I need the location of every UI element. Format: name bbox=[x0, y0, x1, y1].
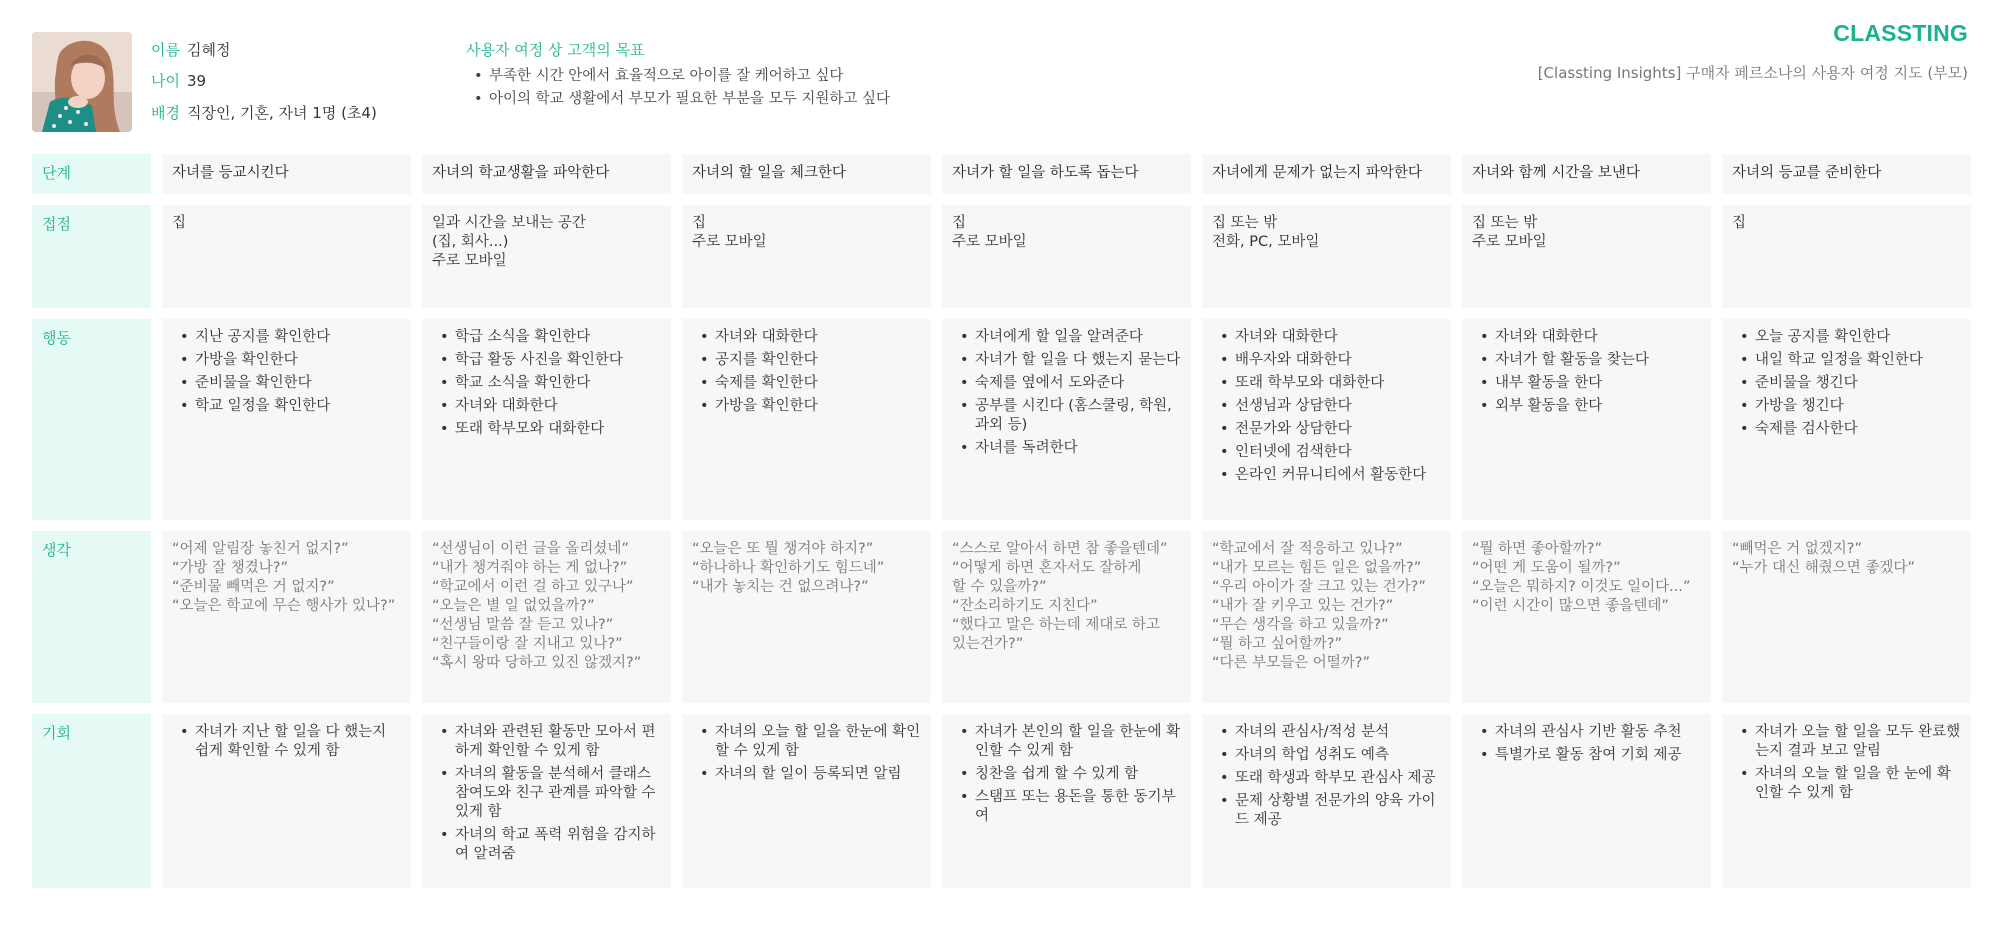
opportunity-list bbox=[692, 723, 921, 784]
thought-line: “학교에서 이런 걸 하고 있구나” bbox=[432, 579, 634, 595]
opportunity-cell bbox=[682, 714, 931, 888]
thought-cell bbox=[942, 531, 1191, 703]
opportunity-list bbox=[172, 723, 401, 761]
persona-card bbox=[32, 32, 432, 132]
action-item: • 또래 학부모와 대화한다 bbox=[1212, 374, 1441, 393]
opportunity-list bbox=[1732, 723, 1961, 803]
row-header-action: 행동 bbox=[32, 319, 151, 520]
touchpoint-line: 집 bbox=[692, 215, 707, 231]
action-item: • 숙제를 옆에서 도와준다 bbox=[952, 374, 1181, 393]
persona-age-row bbox=[151, 71, 206, 91]
opportunity-item: • 자녀의 오늘 할 일을 한 눈에 확인할 수 있게 함 bbox=[1732, 765, 1961, 803]
thought-line: “오늘은 학교에 무슨 행사가 있나?” bbox=[172, 598, 396, 614]
stage-cell: 자녀의 할 일을 체크한다 bbox=[682, 154, 931, 194]
action-item: • 외부 활동을 한다 bbox=[1472, 397, 1701, 416]
action-list bbox=[1212, 328, 1441, 485]
opportunity-item: • 자녀의 학교 폭력 위험을 감지하여 알려줌 bbox=[432, 826, 661, 864]
action-item: • 가방을 확인한다 bbox=[692, 397, 921, 416]
touchpoint-cell bbox=[1722, 205, 1971, 308]
action-item: • 학급 소식을 확인한다 bbox=[432, 328, 661, 347]
thought-line: “잔소리하기도 지친다” bbox=[952, 598, 1098, 614]
touchpoint-line: 집 bbox=[1732, 215, 1747, 231]
opportunity-list bbox=[432, 723, 661, 864]
opportunity-cell bbox=[162, 714, 411, 888]
touchpoint-line: 집 또는 밖 bbox=[1212, 215, 1278, 231]
action-item: • 자녀를 독려한다 bbox=[952, 439, 1181, 458]
touchpoint-cell bbox=[682, 205, 931, 308]
persona-photo-icon bbox=[32, 32, 132, 132]
thought-cell bbox=[422, 531, 671, 703]
persona-background-row bbox=[151, 103, 377, 123]
stage-cell: 자녀의 학교생활을 파악한다 bbox=[422, 154, 671, 194]
action-item: • 자녀와 대화한다 bbox=[432, 397, 661, 416]
name-label: 이름 bbox=[151, 41, 180, 59]
action-item: • 지난 공지를 확인한다 bbox=[172, 328, 401, 347]
action-item: • 오늘 공지를 확인한다 bbox=[1732, 328, 1961, 347]
thought-cell bbox=[1202, 531, 1451, 703]
thought-line: “뭘 하면 좋아할까?” bbox=[1472, 541, 1602, 557]
thought-line: “내가 놓치는 건 없으려나?” bbox=[692, 579, 869, 595]
age-label: 나이 bbox=[151, 72, 180, 90]
action-list bbox=[1472, 328, 1701, 416]
touchpoint-line: 집 bbox=[172, 215, 187, 231]
goals-title: 사용자 여정 상 고객의 목표 bbox=[466, 41, 645, 59]
thought-line: “하나하나 확인하기도 힘드네” bbox=[692, 560, 885, 576]
action-cell bbox=[1462, 319, 1711, 520]
action-cell bbox=[162, 319, 411, 520]
opportunity-item: • 자녀가 지난 할 일을 다 했는지 쉽게 확인할 수 있게 함 bbox=[172, 723, 401, 761]
action-item: • 공부를 시킨다 (홈스쿨링, 학원, 과외 등) bbox=[952, 397, 1181, 435]
opportunity-item: • 특별가로 활동 참여 기회 제공 bbox=[1472, 746, 1701, 765]
opportunity-list bbox=[1212, 723, 1441, 830]
thought-line: 있는건가?” bbox=[952, 636, 1024, 652]
opportunity-cell bbox=[1202, 714, 1451, 888]
opportunity-item: • 스탬프 또는 용돈을 통한 동기부여 bbox=[952, 788, 1181, 826]
thought-line: “이런 시간이 많으면 좋을텐데” bbox=[1472, 598, 1669, 614]
thought-line: “빼먹은 거 없겠지?” bbox=[1732, 541, 1862, 557]
thought-line: “혹시 왕따 당하고 있진 않겠지?” bbox=[432, 655, 642, 671]
action-cell bbox=[942, 319, 1191, 520]
opportunity-cell bbox=[942, 714, 1191, 888]
action-item: • 준비물을 확인한다 bbox=[172, 374, 401, 393]
action-item: • 자녀와 대화한다 bbox=[1212, 328, 1441, 347]
touchpoint-line: (집, 회사...) bbox=[432, 234, 509, 250]
opportunity-cell bbox=[1722, 714, 1971, 888]
action-item: • 숙제를 검사한다 bbox=[1732, 420, 1961, 439]
thought-line: “오늘은 또 뭘 챙겨야 하지?” bbox=[692, 541, 874, 557]
thought-line: “학교에서 잘 적응하고 있나?” bbox=[1212, 541, 1403, 557]
touchpoint-line: 주로 모바일 bbox=[432, 253, 507, 269]
action-item: • 공지를 확인한다 bbox=[692, 351, 921, 370]
thought-cell bbox=[1462, 531, 1711, 703]
stage-cell: 자녀와 함께 시간을 보낸다 bbox=[1462, 154, 1711, 194]
touchpoint-line: 주로 모바일 bbox=[1472, 234, 1547, 250]
opportunity-cell bbox=[1462, 714, 1711, 888]
touchpoint-cell bbox=[942, 205, 1191, 308]
touchpoint-line: 주로 모바일 bbox=[952, 234, 1027, 250]
action-item: • 숙제를 확인한다 bbox=[692, 374, 921, 393]
action-item: • 자녀에게 할 일을 알려준다 bbox=[952, 328, 1181, 347]
thought-line: “어떤 게 도움이 될까?” bbox=[1472, 560, 1621, 576]
page-subtitle: [Classting Insights] 구매자 페르소나의 사용자 여정 지도 (부모) bbox=[1537, 64, 1968, 82]
avatar bbox=[32, 32, 132, 132]
stage-cell: 자녀가 할 일을 하도록 돕는다 bbox=[942, 154, 1191, 194]
action-item: • 자녀와 대화한다 bbox=[692, 328, 921, 347]
action-item: • 준비물을 챙긴다 bbox=[1732, 374, 1961, 393]
touchpoint-line: 주로 모바일 bbox=[692, 234, 767, 250]
thought-cell bbox=[682, 531, 931, 703]
action-cell bbox=[422, 319, 671, 520]
thought-line: “내가 잘 키우고 있는 건가?” bbox=[1212, 598, 1394, 614]
opportunity-item: • 자녀의 학업 성취도 예측 bbox=[1212, 746, 1441, 765]
touchpoint-line: 집 bbox=[952, 215, 967, 231]
opportunity-item: • 자녀가 본인의 할 일을 한눈에 확인할 수 있게 함 bbox=[952, 723, 1181, 761]
row-header-thought: 생각 bbox=[32, 531, 151, 703]
action-item: • 학급 활동 사진을 확인한다 bbox=[432, 351, 661, 370]
action-list bbox=[692, 328, 921, 416]
action-item: • 배우자와 대화한다 bbox=[1212, 351, 1441, 370]
action-item: • 가방을 챙긴다 bbox=[1732, 397, 1961, 416]
thought-line: “준비물 빼먹은 거 없지?” bbox=[172, 579, 335, 595]
brand-logo: CLASSTING bbox=[1833, 20, 1968, 46]
action-item: • 또래 학부모와 대화한다 bbox=[432, 420, 661, 439]
thought-line: “오늘은 뭐하지? 이것도 일이다...” bbox=[1472, 579, 1691, 595]
name-value: 김혜정 bbox=[187, 41, 231, 59]
background-value: 직장인, 기혼, 자녀 1명 (초4) bbox=[187, 104, 377, 122]
touchpoint-cell bbox=[422, 205, 671, 308]
background-label: 배경 bbox=[151, 104, 180, 122]
row-header-opportunity: 기회 bbox=[32, 714, 151, 888]
action-item: • 온라인 커뮤니티에서 활동한다 bbox=[1212, 466, 1441, 485]
touchpoint-line: 집 또는 밖 bbox=[1472, 215, 1538, 231]
action-list bbox=[1732, 328, 1961, 439]
opportunity-item: • 자녀의 관심사 기반 활동 추천 bbox=[1472, 723, 1701, 742]
row-header-touchpoint: 접점 bbox=[32, 205, 151, 308]
thought-line: “오늘은 별 일 없었을까?” bbox=[432, 598, 595, 614]
thought-line: 할 수 있을까?” bbox=[952, 579, 1047, 595]
thought-line: “뭘 하고 싶어할까?” bbox=[1212, 636, 1342, 652]
opportunity-item: • 문제 상황별 전문가의 양육 가이드 제공 bbox=[1212, 792, 1441, 830]
opportunity-cell bbox=[422, 714, 671, 888]
opportunity-item: • 칭찬을 쉽게 할 수 있게 함 bbox=[952, 765, 1181, 784]
thought-line: “스스로 알아서 하면 참 좋을텐데” bbox=[952, 541, 1168, 557]
goal-item: • 아이의 학교 생활에서 부모가 필요한 부분을 모두 지원하고 싶다 bbox=[466, 88, 1166, 111]
thought-cell bbox=[1722, 531, 1971, 703]
thought-line: “가방 잘 챙겼나?” bbox=[172, 560, 288, 576]
opportunity-item: • 자녀와 관련된 활동만 모아서 편하게 확인할 수 있게 함 bbox=[432, 723, 661, 761]
action-item: • 학교 소식을 확인한다 bbox=[432, 374, 661, 393]
action-item: • 내일 학교 일정을 확인한다 bbox=[1732, 351, 1961, 370]
touchpoint-cell bbox=[1462, 205, 1711, 308]
action-list bbox=[432, 328, 661, 439]
thought-line: “어떻게 하면 혼자서도 잘하게 bbox=[952, 560, 1142, 576]
action-item: • 자녀가 할 활동을 찾는다 bbox=[1472, 351, 1701, 370]
persona-name-row bbox=[151, 40, 230, 60]
action-item: • 내부 활동을 한다 bbox=[1472, 374, 1701, 393]
customer-goals bbox=[466, 40, 1166, 111]
opportunity-item: • 자녀의 활동을 분석해서 클래스 참여도와 친구 관계를 파악할 수 있게 함 bbox=[432, 765, 661, 822]
touchpoint-line: 전화, PC, 모바일 bbox=[1212, 234, 1320, 250]
action-cell bbox=[1722, 319, 1971, 520]
action-item: • 가방을 확인한다 bbox=[172, 351, 401, 370]
thought-line: “다른 부모들은 어떨까?” bbox=[1212, 655, 1371, 671]
stage-cell: 자녀를 등교시킨다 bbox=[162, 154, 411, 194]
opportunity-list bbox=[1472, 723, 1701, 765]
thought-line: “무슨 생각을 하고 있을까?” bbox=[1212, 617, 1389, 633]
opportunity-item: • 자녀의 관심사/적성 분석 bbox=[1212, 723, 1441, 742]
action-item: • 자녀와 대화한다 bbox=[1472, 328, 1701, 347]
action-item: • 전문가와 상담한다 bbox=[1212, 420, 1441, 439]
action-item: • 학교 일정을 확인한다 bbox=[172, 397, 401, 416]
thought-line: “했다고 말은 하는데 제대로 하고 bbox=[952, 617, 1161, 633]
action-cell bbox=[1202, 319, 1451, 520]
opportunity-item: • 자녀의 할 일이 등록되면 알림 bbox=[692, 765, 921, 784]
opportunity-item: • 자녀가 오늘 할 일을 모두 완료했는지 결과 보고 알림 bbox=[1732, 723, 1961, 761]
row-header-stage: 단계 bbox=[32, 154, 151, 194]
stage-cell: 자녀에게 문제가 없는지 파악한다 bbox=[1202, 154, 1451, 194]
thought-cell bbox=[162, 531, 411, 703]
action-list bbox=[172, 328, 401, 416]
thought-line: “어제 알림장 놓친거 없지?” bbox=[172, 541, 349, 557]
thought-line: “누가 대신 해줬으면 좋겠다” bbox=[1732, 560, 1915, 576]
action-item: • 인터넷에 검색한다 bbox=[1212, 443, 1441, 462]
thought-line: “우리 아이가 잘 크고 있는 건가?” bbox=[1212, 579, 1426, 595]
age-value: 39 bbox=[187, 72, 207, 90]
action-item: • 선생님과 상담한다 bbox=[1212, 397, 1441, 416]
stage-cell: 자녀의 등교를 준비한다 bbox=[1722, 154, 1971, 194]
journey-map bbox=[32, 154, 1970, 888]
touchpoint-cell bbox=[1202, 205, 1451, 308]
action-list bbox=[952, 328, 1181, 458]
action-cell bbox=[682, 319, 931, 520]
thought-line: “선생님 말씀 잘 듣고 있나?” bbox=[432, 617, 614, 633]
goal-item: • 부족한 시간 안에서 효율적으로 아이를 잘 케어하고 싶다 bbox=[466, 65, 1166, 88]
thought-line: “선생님이 이런 글을 올리셨네” bbox=[432, 541, 629, 557]
thought-line: “내가 챙겨줘야 하는 게 없나?” bbox=[432, 560, 628, 576]
touchpoint-cell bbox=[162, 205, 411, 308]
thought-line: “내가 모르는 힘든 일은 없을까?” bbox=[1212, 560, 1422, 576]
opportunity-item: • 자녀의 오늘 할 일을 한눈에 확인할 수 있게 함 bbox=[692, 723, 921, 761]
opportunity-item: • 또래 학생과 학부모 관심사 제공 bbox=[1212, 769, 1441, 788]
opportunity-list bbox=[952, 723, 1181, 826]
action-item: • 자녀가 할 일을 다 했는지 묻는다 bbox=[952, 351, 1181, 370]
touchpoint-line: 일과 시간을 보내는 공간 bbox=[432, 215, 586, 231]
thought-line: “친구들이랑 잘 지내고 있나?” bbox=[432, 636, 623, 652]
